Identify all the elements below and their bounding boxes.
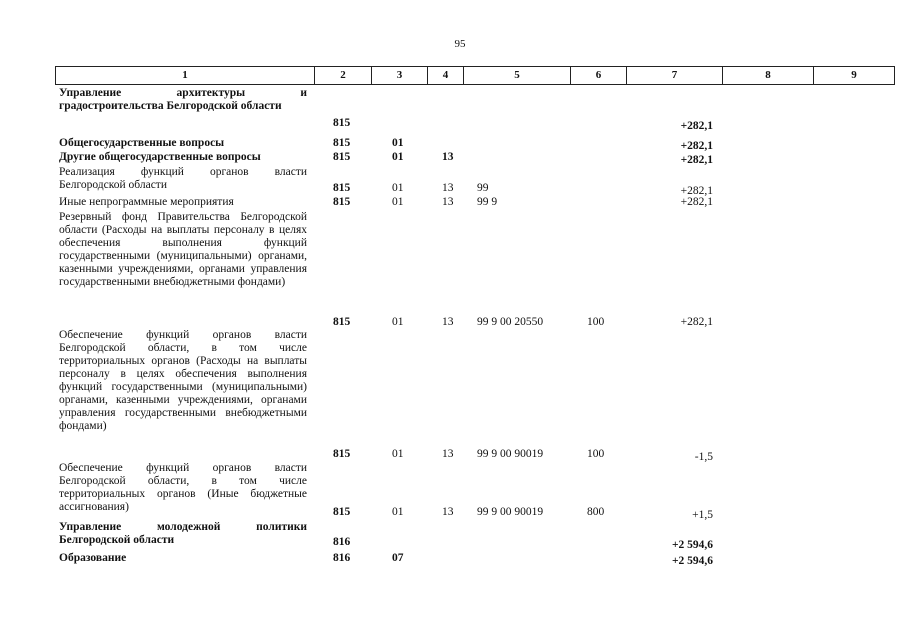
- row-description: Другие общегосударственные вопросы: [59, 151, 261, 163]
- cell-expense-type: 100: [587, 316, 605, 328]
- cell-ministry-code: 815: [333, 196, 351, 208]
- table-header: [55, 66, 895, 85]
- cell-ministry-code: 815: [333, 151, 351, 163]
- cell-subsection: 13: [442, 196, 454, 208]
- cell-ministry-code: 816: [333, 552, 351, 564]
- row-description: Управление архитектуры и градостроительства Белгородской области: [59, 87, 307, 112]
- header-col-7: 7: [626, 66, 723, 85]
- row-description: Резервный фонд Правительства Белгородской области (Расходы на выплаты персоналу в целях обеспечения выполнения функций государственными (муниципальными) органами, казенными учреждениями, органами управления государственными внебюджетными фондами): [59, 211, 307, 288]
- row-description: Обеспечение функций органов власти Белгородской области, в том числе территориальных органов (Иные бюджетные ассигнования): [59, 462, 307, 513]
- cell-subsection: 13: [442, 506, 454, 518]
- cell-target-article: 99 9 00 20550: [477, 316, 544, 328]
- cell-ministry-code: 815: [333, 506, 351, 518]
- cell-section: 01: [392, 151, 404, 163]
- cell-target-article: 99 9: [477, 196, 498, 208]
- row-description: Управление молодежной политики Белгородской области: [59, 521, 307, 546]
- row-description: Реализация функций органов власти Белгородской области: [59, 166, 307, 191]
- cell-ministry-code: 815: [333, 117, 351, 129]
- cell-section: 01: [392, 182, 404, 194]
- cell-amount: +282,1: [680, 196, 713, 208]
- cell-ministry-code: 815: [333, 137, 351, 149]
- header-col-6: 6: [570, 66, 627, 85]
- header-col-5: 5: [463, 66, 571, 85]
- cell-amount: +282,1: [680, 140, 713, 152]
- cell-amount: +2 594,6: [671, 555, 713, 567]
- header-col-2: 2: [314, 66, 372, 85]
- header-col-3: 3: [371, 66, 428, 85]
- cell-subsection: 13: [442, 316, 454, 328]
- cell-amount: +1,5: [692, 509, 713, 521]
- cell-target-article: 99: [477, 182, 489, 194]
- cell-target-article: 99 9 00 90019: [477, 506, 544, 518]
- cell-section: 01: [392, 137, 404, 149]
- cell-subsection: 13: [442, 182, 454, 194]
- cell-ministry-code: 816: [333, 536, 351, 548]
- cell-ministry-code: 815: [333, 182, 351, 194]
- cell-section: 01: [392, 506, 404, 518]
- header-col-1: 1: [55, 66, 315, 85]
- cell-expense-type: 800: [587, 506, 605, 518]
- cell-amount: +282,1: [680, 185, 713, 197]
- cell-section: 01: [392, 196, 404, 208]
- cell-expense-type: 100: [587, 448, 605, 460]
- cell-subsection: 13: [442, 151, 454, 163]
- cell-section: 01: [392, 316, 404, 328]
- row-description: Образование: [59, 552, 127, 564]
- cell-amount: +282,1: [680, 120, 713, 132]
- cell-subsection: 13: [442, 448, 454, 460]
- cell-amount: +282,1: [680, 316, 713, 328]
- cell-amount: +2 594,6: [671, 539, 713, 551]
- row-description: Иные непрограммные мероприятия: [59, 196, 234, 208]
- row-description: Общегосударственные вопросы: [59, 137, 225, 149]
- header-col-4: 4: [427, 66, 464, 85]
- cell-section: 07: [392, 552, 404, 564]
- header-col-9: 9: [813, 66, 895, 85]
- page-number: 95: [454, 38, 466, 50]
- cell-ministry-code: 815: [333, 448, 351, 460]
- cell-target-article: 99 9 00 90019: [477, 448, 544, 460]
- cell-amount: +282,1: [680, 154, 713, 166]
- cell-ministry-code: 815: [333, 316, 351, 328]
- cell-amount: -1,5: [694, 451, 713, 463]
- header-col-8: 8: [722, 66, 814, 85]
- row-description: Обеспечение функций органов власти Белгородской области, в том числе территориальных органов (Расходы на выплаты персоналу в целях обеспечения выполнения функций государственными (муниципальными) органами, казенными учреждениями, органами управления государственными внебюджетными фондами): [59, 329, 307, 432]
- cell-section: 01: [392, 448, 404, 460]
